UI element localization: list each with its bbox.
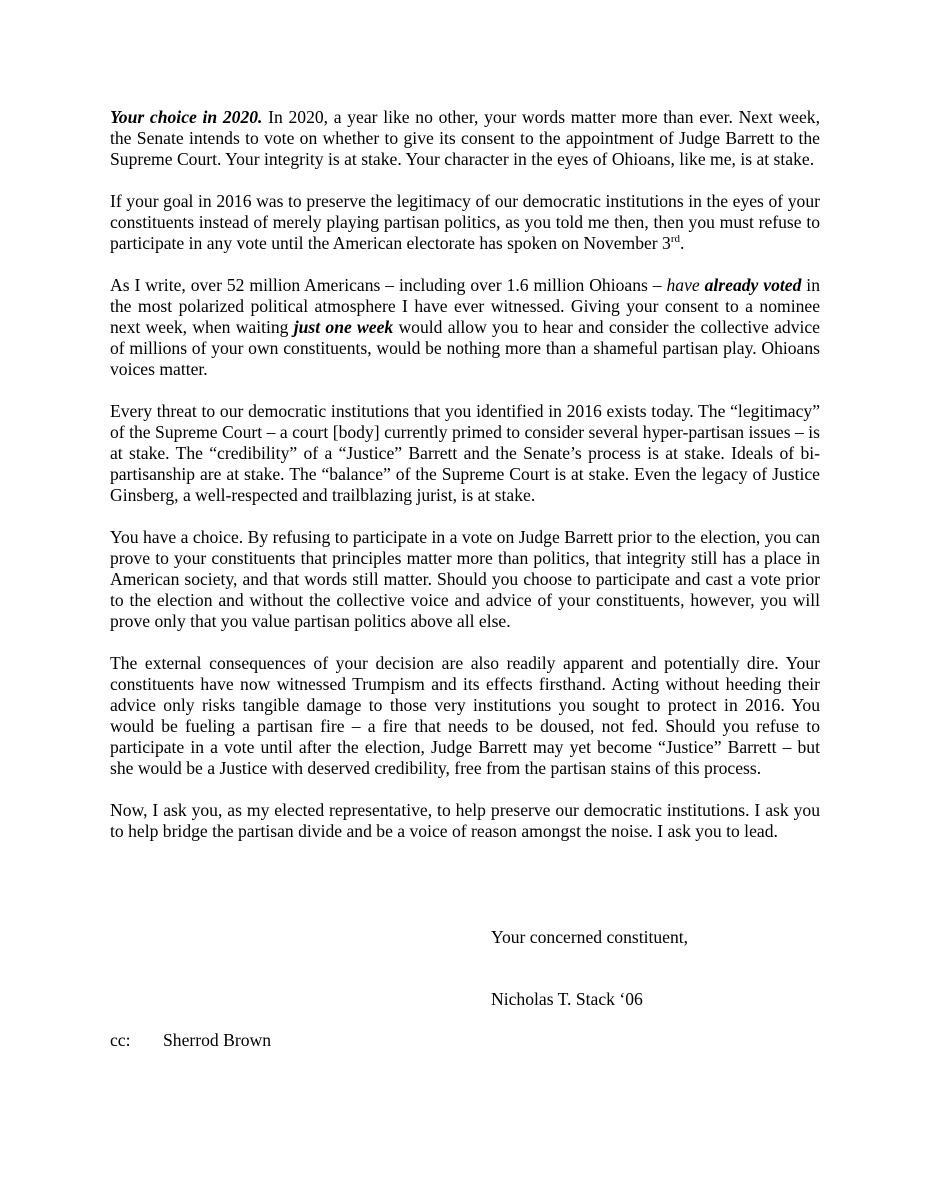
paragraph-already-voted xyxy=(110,275,820,380)
paragraph-external-consequences: The external consequences of your decision are also readily apparent and potentially dire. Your constituents have now witnessed Trumpism and its effects firsthand. Acting without heeding their advice only risks tangible damage to those very institutions you sought to protect in 2016. You would be fueling a partisan fire – a fire that needs to be doused, not fed. Should you refuse to participate in a vote until after the election, Judge Barrett may yet become “Justice” Barrett – but she would be a Justice with deserved credibility, free from the partisan stains of this process. xyxy=(110,653,820,778)
letter-body xyxy=(110,107,820,842)
paragraph-every-threat: Every threat to our democratic institutions that you identified in 2016 exists today. The “legitimacy” of the Supreme Court – a court [body] currently primed to consider several hyper-partisan issues – is at stake. The “credibility” of a “Justice” Barrett and the Senate’s process is at stake. Ideals of bi-partisanship are at stake. The “balance” of the Supreme Court is at stake. Even the legacy of Justice Ginsberg, a well-respected and trailblazing jurist, is at stake. xyxy=(110,401,820,505)
cc-label: cc: xyxy=(110,1030,131,1050)
superscript-ordinal: rd xyxy=(670,233,681,246)
paragraph-you-have-a-choice: You have a choice. By refusing to participate in a vote on Judge Barrett prior to the election, you can prove to your constituents that principles matter more than politics, that integrity still has a place in American society, and that words still matter. Should you choose to participate and cast a vote prior to the election and without the collective voice and advice of your constituents, however, you will prove only that you value partisan politics above all else. xyxy=(110,527,820,631)
paragraph-text: in the most polarized political atmosphere I have ever witnessed. Giving your consent to a nominee next week, when waiting xyxy=(110,275,820,337)
cc-line xyxy=(110,1030,510,1051)
paragraph-text: If your goal in 2016 was to preserve the legitimacy of our democratic institutions in the eyes of your constituents instead of merely playing partisan politics, as you told me then, then you must refuse to participate in any vote until the American electorate has spoken on November 3 xyxy=(110,191,820,253)
paragraph-choice-2020 xyxy=(110,107,820,170)
paragraph-text: would allow you to hear and consider the collective advice of millions of your own constituents, would be nothing more than a shameful partisan play. Ohioans voices matter. xyxy=(110,317,820,379)
emphasis-just-one-week: just one week xyxy=(293,317,394,337)
paragraph-end: . xyxy=(680,233,685,253)
paragraph-i-ask-you: Now, I ask you, as my elected representative, to help preserve our democratic institutions. I ask you to help bridge the partisan divide and be a voice of reason amongst the noise. I ask you to lead. xyxy=(110,800,820,841)
emphasis-already-voted: already voted xyxy=(699,275,802,295)
signature-name: Nicholas T. Stack ‘06 xyxy=(491,989,643,1009)
paragraph-text: In 2020, a year like no other, your words matter more than ever. Next week, the Senate intends to vote on whether to give its consent to the appointment of Judge Barrett to the Supreme Court. Your integrity is at stake. Your character in the eyes of Ohioans, like me, is at stake. xyxy=(110,107,820,169)
cc-recipient: Sherrod Brown xyxy=(163,1030,271,1050)
paragraph-text: As I write, over 52 million Americans – including over 1.6 million Ohioans – xyxy=(110,275,667,295)
paragraph-heading: Your choice in 2020. xyxy=(110,107,263,127)
closing-line: Your concerned constituent, xyxy=(491,927,689,947)
emphasis-have: have xyxy=(666,275,700,295)
paragraph-goal-2016 xyxy=(110,191,820,254)
